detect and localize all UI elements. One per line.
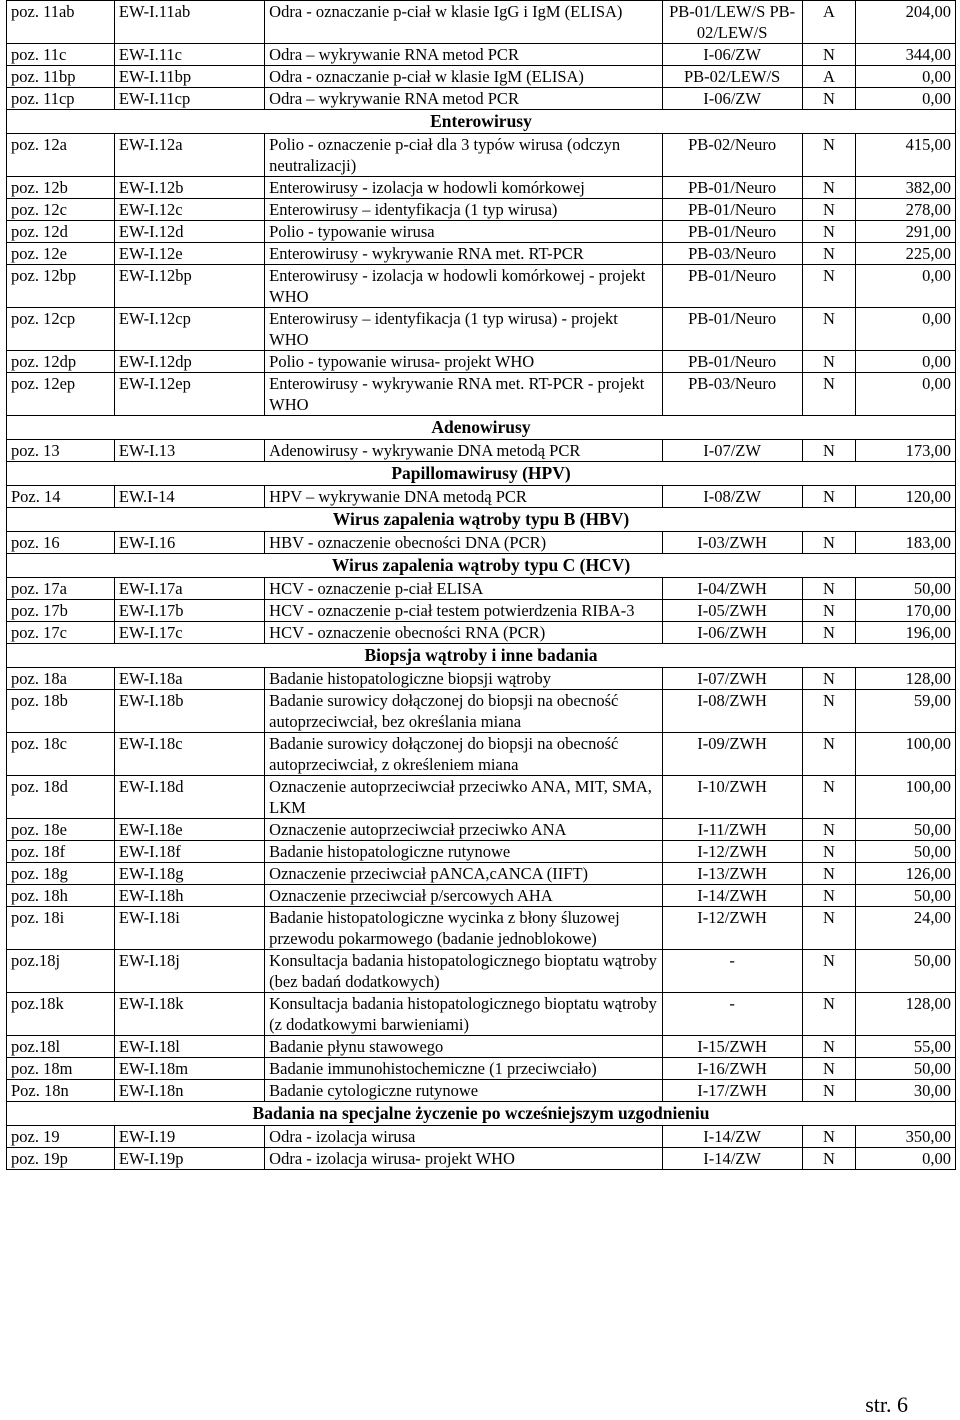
price-cell: 291,00 [856, 221, 956, 243]
section-title: Badania na specjalne życzenie po wcześniejszym uzgodnieniu [7, 1102, 956, 1126]
method-cell: - [662, 950, 802, 993]
code-cell: EW-I.17c [114, 622, 264, 644]
price-cell: 0,00 [856, 373, 956, 416]
table-row [7, 819, 956, 841]
method-cell: PB-03/Neuro [662, 373, 802, 416]
table-row [7, 1, 956, 44]
price-cell: 50,00 [856, 950, 956, 993]
description-cell: Odra - izolacja wirusa [265, 1126, 662, 1148]
mode-cell: N [802, 819, 855, 841]
table-row [7, 600, 956, 622]
method-cell: I-10/ZWH [662, 776, 802, 819]
description-cell: Adenowirusy - wykrywanie DNA metodą PCR [265, 440, 662, 462]
mode-cell: N [802, 690, 855, 733]
price-cell: 0,00 [856, 66, 956, 88]
method-cell: I-14/ZW [662, 1148, 802, 1170]
code-cell: EW-I.12ep [114, 373, 264, 416]
code-cell: EW-I.11cp [114, 88, 264, 110]
price-cell: 50,00 [856, 578, 956, 600]
price-cell: 278,00 [856, 199, 956, 221]
position-cell: poz. 12dp [7, 351, 115, 373]
section-title: Papillomawirusy (HPV) [7, 462, 956, 486]
description-cell: Enterowirusy - wykrywanie RNA met. RT-PCR - projekt WHO [265, 373, 662, 416]
price-cell: 128,00 [856, 668, 956, 690]
position-cell: poz. 11ab [7, 1, 115, 44]
position-cell: poz. 18e [7, 819, 115, 841]
code-cell: EW-I.18k [114, 993, 264, 1036]
table-row [7, 885, 956, 907]
position-cell: poz. 11bp [7, 66, 115, 88]
table-row [7, 351, 956, 373]
table-row [7, 841, 956, 863]
method-cell: I-06/ZW [662, 44, 802, 66]
section-title: Wirus zapalenia wątroby typu C (HCV) [7, 554, 956, 578]
description-cell: Konsultacja badania histopatologicznego bioptatu wątroby (z dodatkowymi barwieniami) [265, 993, 662, 1036]
mode-cell: N [802, 863, 855, 885]
position-cell: poz. 11c [7, 44, 115, 66]
section-title: Enterowirusy [7, 110, 956, 134]
mode-cell: N [802, 243, 855, 265]
code-cell: EW-I.18d [114, 776, 264, 819]
method-cell: I-08/ZWH [662, 690, 802, 733]
mode-cell: N [802, 993, 855, 1036]
description-cell: Enterowirusy – identyfikacja (1 typ wirusa) [265, 199, 662, 221]
description-cell: Odra – wykrywanie RNA metod PCR [265, 88, 662, 110]
price-cell: 225,00 [856, 243, 956, 265]
code-cell: EW-I.18h [114, 885, 264, 907]
method-cell: PB-01/Neuro [662, 265, 802, 308]
price-cell: 100,00 [856, 776, 956, 819]
method-cell: I-13/ZWH [662, 863, 802, 885]
price-cell: 415,00 [856, 134, 956, 177]
code-cell: EW-I.18a [114, 668, 264, 690]
code-cell: EW-I.18e [114, 819, 264, 841]
price-cell: 50,00 [856, 841, 956, 863]
description-cell: Polio - oznaczenie p-ciał dla 3 typów wirusa (odczyn neutralizacji) [265, 134, 662, 177]
price-cell: 204,00 [856, 1, 956, 44]
position-cell: poz. 18g [7, 863, 115, 885]
code-cell: EW-I.11bp [114, 66, 264, 88]
method-cell: PB-02/Neuro [662, 134, 802, 177]
table-row [7, 199, 956, 221]
method-cell: I-14/ZW [662, 1126, 802, 1148]
section-header-row [7, 508, 956, 532]
description-cell: Badanie surowicy dołączonej do biopsji na obecność autoprzeciwciał, bez określania miana [265, 690, 662, 733]
code-cell: EW-I.18n [114, 1080, 264, 1102]
position-cell: poz. 11cp [7, 88, 115, 110]
mode-cell: N [802, 733, 855, 776]
position-cell: poz. 16 [7, 532, 115, 554]
code-cell: EW-I.11ab [114, 1, 264, 44]
description-cell: Badanie surowicy dołączonej do biopsji na obecność autoprzeciwciał, z określeniem miana [265, 733, 662, 776]
mode-cell: A [802, 66, 855, 88]
description-cell: Badanie histopatologiczne wycinka z błony śluzowej przewodu pokarmowego (badanie jednoblokowe) [265, 907, 662, 950]
price-cell: 170,00 [856, 600, 956, 622]
position-cell: poz. 17b [7, 600, 115, 622]
code-cell: EW-I.12e [114, 243, 264, 265]
price-table-body [7, 1, 956, 1170]
position-cell: poz. 18f [7, 841, 115, 863]
price-cell: 50,00 [856, 819, 956, 841]
mode-cell: N [802, 308, 855, 351]
price-cell: 344,00 [856, 44, 956, 66]
table-row [7, 308, 956, 351]
position-cell: poz. 18i [7, 907, 115, 950]
position-cell: poz. 17a [7, 578, 115, 600]
code-cell: EW-I.12c [114, 199, 264, 221]
mode-cell: N [802, 907, 855, 950]
code-cell: EW-I.12dp [114, 351, 264, 373]
price-cell: 350,00 [856, 1126, 956, 1148]
mode-cell: N [802, 373, 855, 416]
position-cell: poz. 12a [7, 134, 115, 177]
position-cell: poz. 18d [7, 776, 115, 819]
code-cell: EW-I.18j [114, 950, 264, 993]
position-cell: poz. 12c [7, 199, 115, 221]
position-cell: Poz. 14 [7, 486, 115, 508]
mode-cell: N [802, 44, 855, 66]
code-cell: EW-I.18f [114, 841, 264, 863]
table-row [7, 668, 956, 690]
position-cell: poz. 18c [7, 733, 115, 776]
position-cell: poz. 12b [7, 177, 115, 199]
price-cell: 173,00 [856, 440, 956, 462]
mode-cell: N [802, 578, 855, 600]
mode-cell: N [802, 1126, 855, 1148]
table-row [7, 863, 956, 885]
description-cell: Polio - typowanie wirusa- projekt WHO [265, 351, 662, 373]
method-cell: I-06/ZWH [662, 622, 802, 644]
code-cell: EW-I.18g [114, 863, 264, 885]
description-cell: Enterowirusy - izolacja w hodowli komórkowej - projekt WHO [265, 265, 662, 308]
table-row [7, 243, 956, 265]
method-cell: I-09/ZWH [662, 733, 802, 776]
code-cell: EW-I.12b [114, 177, 264, 199]
page-number: str. 6 [865, 1392, 908, 1417]
description-cell: HCV - oznaczenie p-ciał ELISA [265, 578, 662, 600]
description-cell: Badanie płynu stawowego [265, 1036, 662, 1058]
mode-cell: N [802, 532, 855, 554]
method-cell: PB-01/Neuro [662, 199, 802, 221]
price-cell: 55,00 [856, 1036, 956, 1058]
method-cell: I-15/ZWH [662, 1036, 802, 1058]
method-cell: I-06/ZW [662, 88, 802, 110]
mode-cell: N [802, 600, 855, 622]
method-cell: I-11/ZWH [662, 819, 802, 841]
code-cell: EW-I.17b [114, 600, 264, 622]
table-row [7, 622, 956, 644]
price-cell: 183,00 [856, 532, 956, 554]
table-row [7, 1080, 956, 1102]
mode-cell: N [802, 199, 855, 221]
code-cell: EW-I.18m [114, 1058, 264, 1080]
section-header-row [7, 416, 956, 440]
description-cell: Oznaczenie autoprzeciwciał przeciwko ANA, MIT, SMA, LKM [265, 776, 662, 819]
description-cell: Odra - oznaczanie p-ciał w klasie IgM (ELISA) [265, 66, 662, 88]
position-cell: poz. 18a [7, 668, 115, 690]
method-cell: - [662, 993, 802, 1036]
price-cell: 0,00 [856, 265, 956, 308]
section-header-row [7, 644, 956, 668]
mode-cell: A [802, 1, 855, 44]
position-cell: poz. 12d [7, 221, 115, 243]
table-row [7, 1036, 956, 1058]
table-row [7, 66, 956, 88]
price-cell: 0,00 [856, 351, 956, 373]
position-cell: poz. 19 [7, 1126, 115, 1148]
mode-cell: N [802, 221, 855, 243]
mode-cell: N [802, 885, 855, 907]
mode-cell: N [802, 486, 855, 508]
mode-cell: N [802, 950, 855, 993]
code-cell: EW-I.12cp [114, 308, 264, 351]
code-cell: EW-I.19p [114, 1148, 264, 1170]
description-cell: Enterowirusy – identyfikacja (1 typ wirusa) - projekt WHO [265, 308, 662, 351]
method-cell: I-05/ZWH [662, 600, 802, 622]
description-cell: Odra - oznaczanie p-ciał w klasie IgG i IgM (ELISA) [265, 1, 662, 44]
table-row [7, 907, 956, 950]
description-cell: Oznaczenie przeciwciał p/sercowych AHA [265, 885, 662, 907]
table-row [7, 690, 956, 733]
position-cell: poz.18l [7, 1036, 115, 1058]
table-row [7, 265, 956, 308]
method-cell: PB-02/LEW/S [662, 66, 802, 88]
code-cell: EW-I.18i [114, 907, 264, 950]
price-cell: 126,00 [856, 863, 956, 885]
mode-cell: N [802, 351, 855, 373]
table-row [7, 1126, 956, 1148]
table-row [7, 486, 956, 508]
code-cell: EW-I.19 [114, 1126, 264, 1148]
method-cell: I-14/ZWH [662, 885, 802, 907]
position-cell: poz. 17c [7, 622, 115, 644]
table-row [7, 88, 956, 110]
method-cell: I-08/ZW [662, 486, 802, 508]
position-cell: poz. 18b [7, 690, 115, 733]
price-cell: 0,00 [856, 308, 956, 351]
mode-cell: N [802, 177, 855, 199]
price-cell: 382,00 [856, 177, 956, 199]
table-row [7, 733, 956, 776]
price-cell: 50,00 [856, 885, 956, 907]
mode-cell: N [802, 134, 855, 177]
method-cell: I-16/ZWH [662, 1058, 802, 1080]
code-cell: EW-I.13 [114, 440, 264, 462]
code-cell: EW-I.17a [114, 578, 264, 600]
position-cell: poz. 13 [7, 440, 115, 462]
method-cell: I-07/ZW [662, 440, 802, 462]
mode-cell: N [802, 776, 855, 819]
description-cell: Badanie cytologiczne rutynowe [265, 1080, 662, 1102]
price-cell: 30,00 [856, 1080, 956, 1102]
table-row [7, 44, 956, 66]
table-row [7, 950, 956, 993]
code-cell: EW-I.12a [114, 134, 264, 177]
section-title: Wirus zapalenia wątroby typu B (HBV) [7, 508, 956, 532]
description-cell: HCV - oznaczenie p-ciał testem potwierdzenia RIBA-3 [265, 600, 662, 622]
description-cell: Enterowirusy - izolacja w hodowli komórkowej [265, 177, 662, 199]
mode-cell: N [802, 88, 855, 110]
table-row [7, 373, 956, 416]
mode-cell: N [802, 841, 855, 863]
price-cell: 24,00 [856, 907, 956, 950]
description-cell: Konsultacja badania histopatologicznego bioptatu wątroby (bez badań dodatkowych) [265, 950, 662, 993]
section-header-row [7, 462, 956, 486]
mode-cell: N [802, 1148, 855, 1170]
table-row [7, 1148, 956, 1170]
position-cell: poz. 12e [7, 243, 115, 265]
description-cell: HCV - oznaczenie obecności RNA (PCR) [265, 622, 662, 644]
table-row [7, 993, 956, 1036]
table-row [7, 177, 956, 199]
description-cell: Badanie histopatologiczne biopsji wątroby [265, 668, 662, 690]
price-cell: 120,00 [856, 486, 956, 508]
position-cell: poz. 12ep [7, 373, 115, 416]
code-cell: EW-I.16 [114, 532, 264, 554]
description-cell: HBV - oznaczenie obecności DNA (PCR) [265, 532, 662, 554]
description-cell: Oznaczenie autoprzeciwciał przeciwko ANA [265, 819, 662, 841]
table-row [7, 440, 956, 462]
code-cell: EW-I.18c [114, 733, 264, 776]
price-table [6, 0, 956, 1170]
method-cell: I-12/ZWH [662, 907, 802, 950]
code-cell: EW-I.12d [114, 221, 264, 243]
table-row [7, 532, 956, 554]
price-cell: 196,00 [856, 622, 956, 644]
table-row [7, 134, 956, 177]
position-cell: poz.18k [7, 993, 115, 1036]
method-cell: PB-01/LEW/S PB-02/LEW/S [662, 1, 802, 44]
description-cell: Oznaczenie przeciwciał pANCA,cANCA (IIFT) [265, 863, 662, 885]
table-row [7, 1058, 956, 1080]
section-header-row [7, 110, 956, 134]
code-cell: EW-I.11c [114, 44, 264, 66]
section-header-row [7, 554, 956, 578]
position-cell: poz. 19p [7, 1148, 115, 1170]
description-cell: HPV – wykrywanie DNA metodą PCR [265, 486, 662, 508]
code-cell: EW-I.12bp [114, 265, 264, 308]
method-cell: PB-01/Neuro [662, 177, 802, 199]
section-title: Biopsja wątroby i inne badania [7, 644, 956, 668]
price-cell: 100,00 [856, 733, 956, 776]
code-cell: EW.I-14 [114, 486, 264, 508]
method-cell: PB-01/Neuro [662, 221, 802, 243]
method-cell: PB-03/Neuro [662, 243, 802, 265]
description-cell: Badanie histopatologiczne rutynowe [265, 841, 662, 863]
price-cell: 128,00 [856, 993, 956, 1036]
position-cell: poz.18j [7, 950, 115, 993]
price-cell: 50,00 [856, 1058, 956, 1080]
mode-cell: N [802, 1036, 855, 1058]
mode-cell: N [802, 440, 855, 462]
table-row [7, 221, 956, 243]
section-title: Adenowirusy [7, 416, 956, 440]
mode-cell: N [802, 668, 855, 690]
table-row [7, 578, 956, 600]
method-cell: I-03/ZWH [662, 532, 802, 554]
description-cell: Badanie immunohistochemiczne (1 przeciwciało) [265, 1058, 662, 1080]
code-cell: EW-I.18b [114, 690, 264, 733]
position-cell: poz. 12cp [7, 308, 115, 351]
price-cell: 0,00 [856, 1148, 956, 1170]
table-row [7, 776, 956, 819]
method-cell: I-07/ZWH [662, 668, 802, 690]
position-cell: Poz. 18n [7, 1080, 115, 1102]
mode-cell: N [802, 1058, 855, 1080]
mode-cell: N [802, 622, 855, 644]
price-cell: 0,00 [856, 88, 956, 110]
method-cell: I-12/ZWH [662, 841, 802, 863]
description-cell: Odra – wykrywanie RNA metod PCR [265, 44, 662, 66]
method-cell: PB-01/Neuro [662, 308, 802, 351]
position-cell: poz. 12bp [7, 265, 115, 308]
section-header-row [7, 1102, 956, 1126]
description-cell: Polio - typowanie wirusa [265, 221, 662, 243]
method-cell: PB-01/Neuro [662, 351, 802, 373]
mode-cell: N [802, 1080, 855, 1102]
description-cell: Enterowirusy - wykrywanie RNA met. RT-PCR [265, 243, 662, 265]
method-cell: I-04/ZWH [662, 578, 802, 600]
code-cell: EW-I.18l [114, 1036, 264, 1058]
price-cell: 59,00 [856, 690, 956, 733]
position-cell: poz. 18m [7, 1058, 115, 1080]
position-cell: poz. 18h [7, 885, 115, 907]
mode-cell: N [802, 265, 855, 308]
method-cell: I-17/ZWH [662, 1080, 802, 1102]
description-cell: Odra - izolacja wirusa- projekt WHO [265, 1148, 662, 1170]
